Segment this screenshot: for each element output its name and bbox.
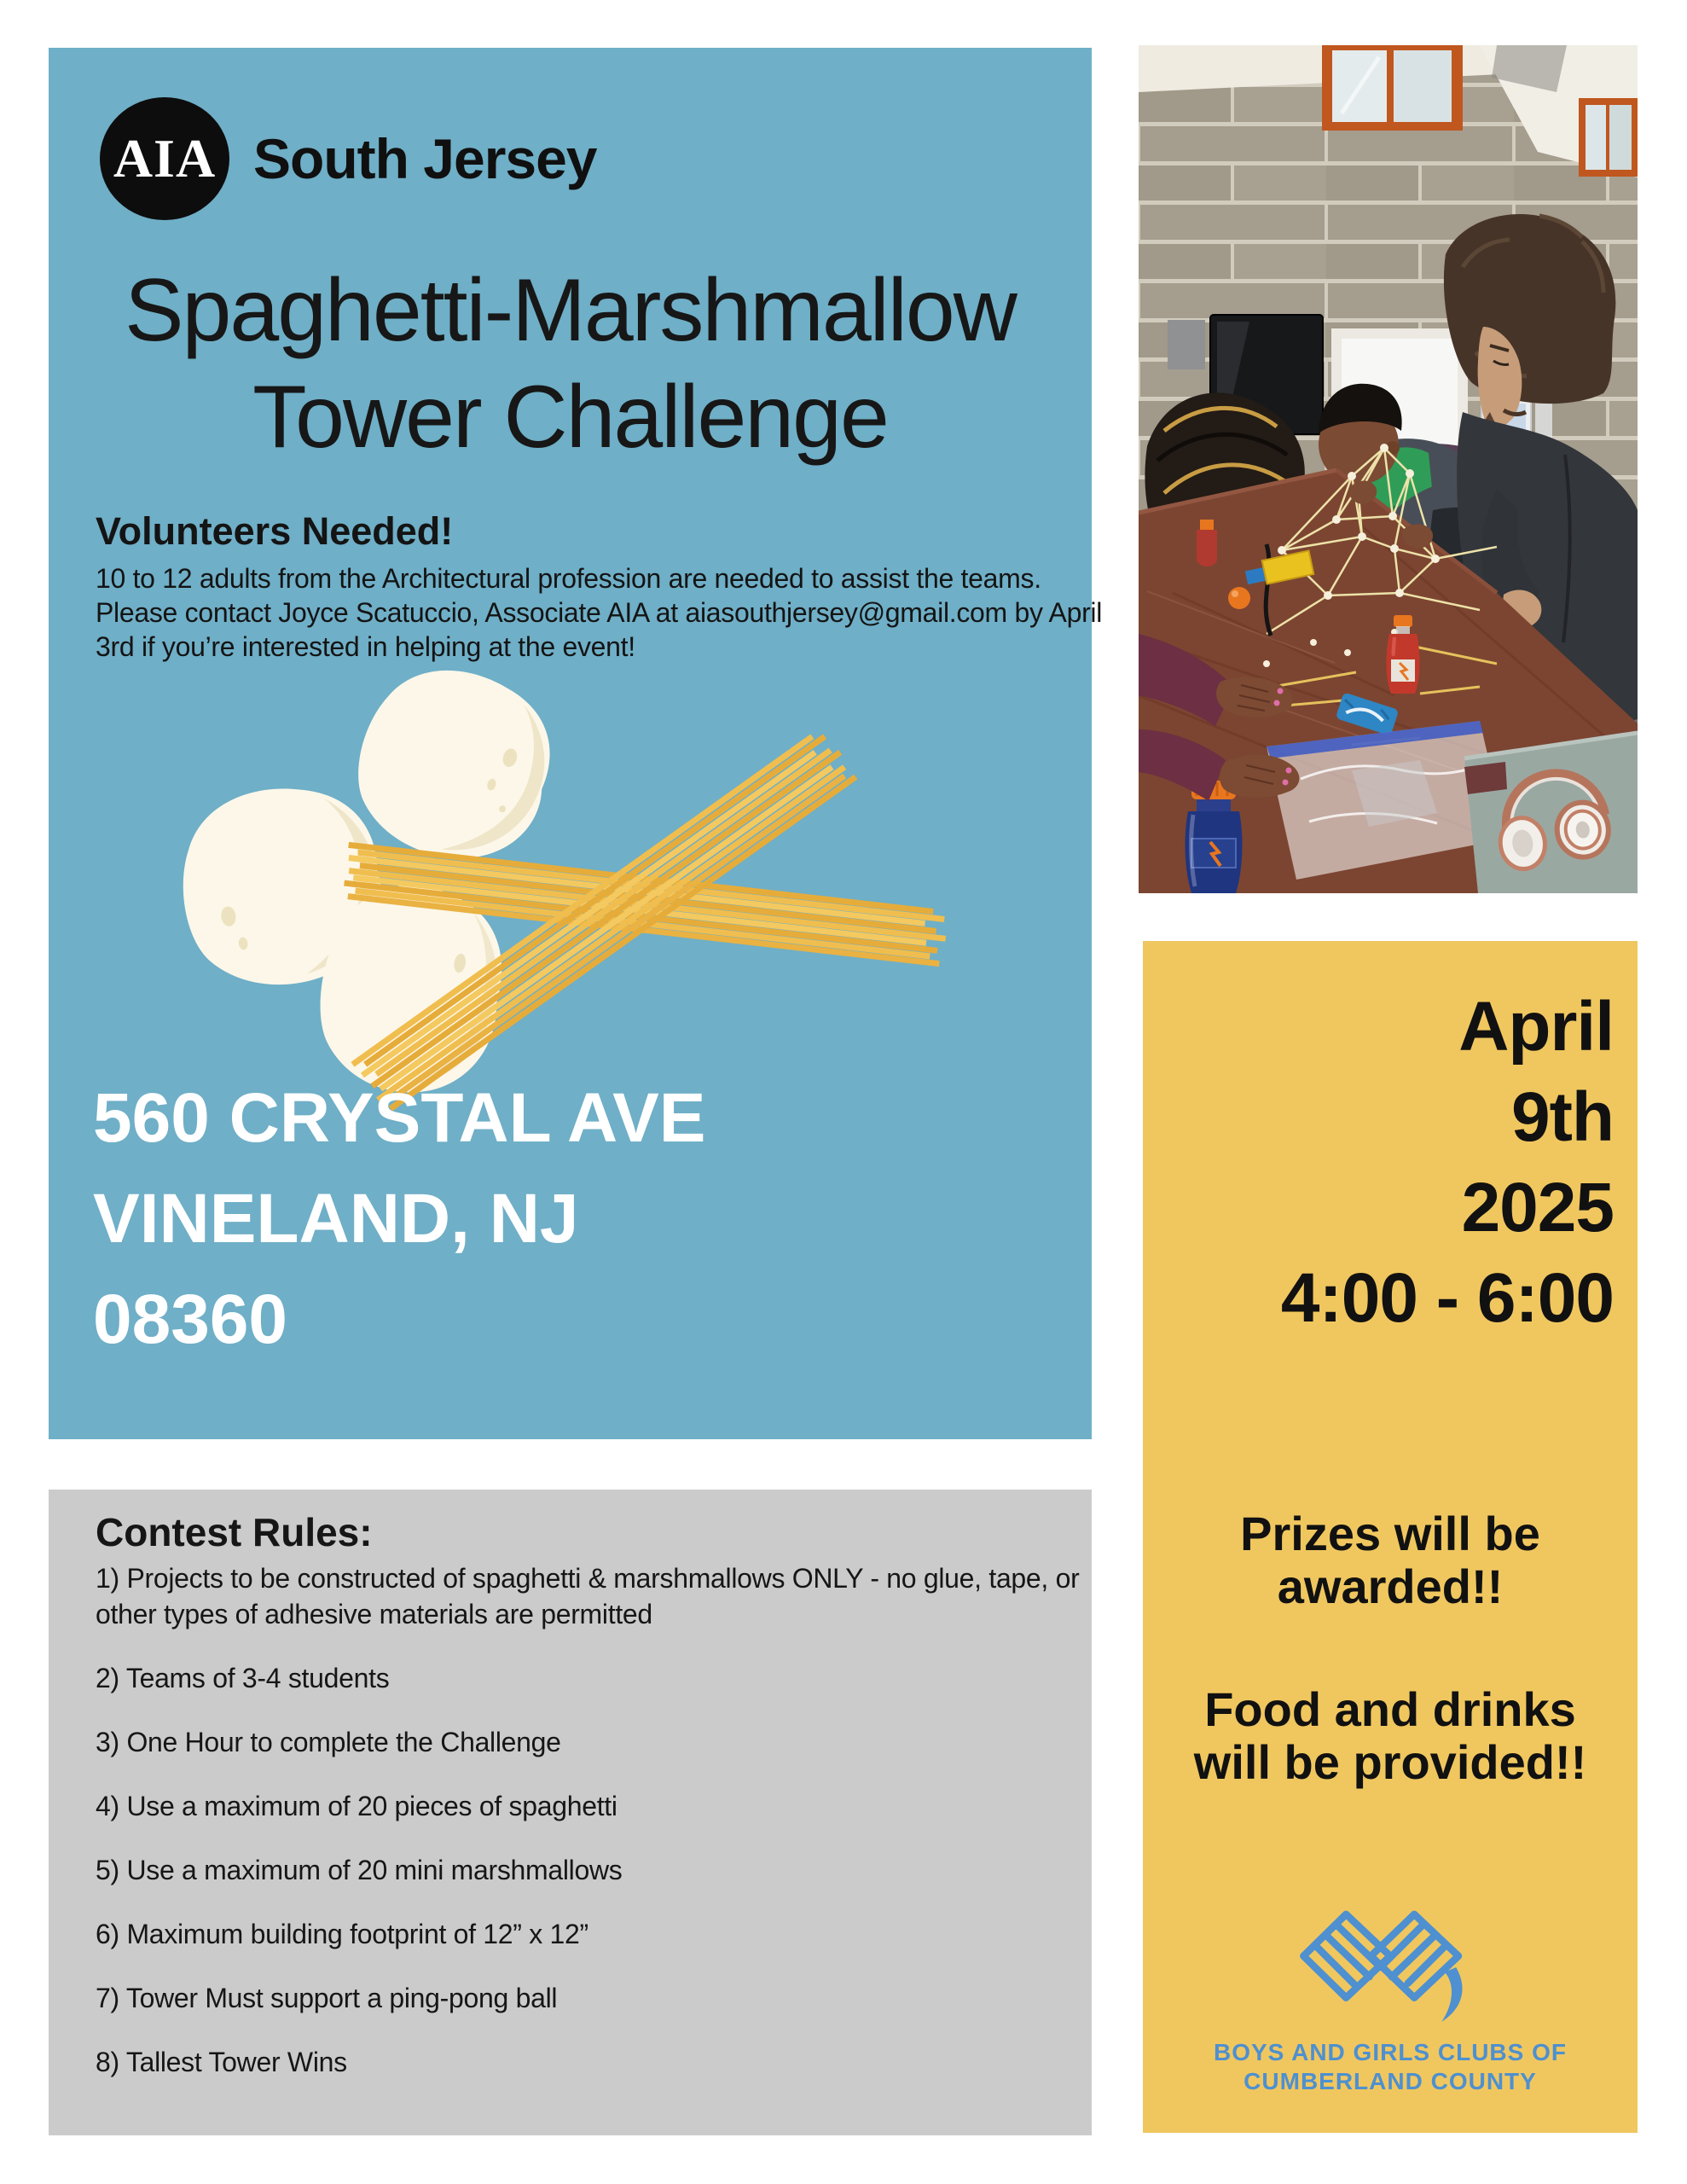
bgc-logo-block [1143,1898,1638,2096]
rule-item: 7) Tower Must support a ping-pong ball [96,1983,558,2013]
blue-bottle [1186,781,1243,893]
volunteers-heading: Volunteers Needed! [96,509,454,553]
main-panel [49,48,1103,1439]
rule-item: 1) Projects to be constructed of spaghetti & marshmallows ONLY - no glue, tape, or other types of adhesive materials are permitted [96,1563,1080,1629]
rule-item: 5) Use a maximum of 20 mini marshmallows [96,1855,623,1885]
volunteers-text-line: Please contact Joyce Scatuccio, Associate AIA at aiasouthjersey@gmail.com by April [96,597,1103,628]
event-date [1281,982,1614,1344]
event-day: 9th [1511,1078,1614,1156]
address-street: 560 CRYSTAL AVE [93,1079,706,1157]
food-line-1: Food and drinks [1204,1682,1576,1736]
title-line-2: Tower Challenge [252,368,888,467]
prizes-line-2: awarded!! [1277,1560,1504,1613]
rules-heading: Contest Rules: [96,1510,373,1554]
prizes-announcement [1143,1507,1638,1613]
bgc-name-line-2: CUMBERLAND COUNTY [1244,2068,1537,2094]
rule-item: 3) One Hour to complete the Challenge [96,1727,561,1757]
rule-item: 6) Maximum building footprint of 12” x 12” [96,1919,588,1949]
contest-rules-panel [49,1490,1092,2135]
chapter-name: South Jersey [253,127,597,190]
rule-item: 8) Tallest Tower Wins [96,2047,347,2077]
address-zip: 08360 [93,1281,288,1358]
event-address [93,1068,705,1370]
event-info-panel [1143,941,1638,2133]
aia-logo [100,97,229,220]
photo-illustration [1139,45,1638,893]
title-line-1: Spaghetti-Marshmallow [125,261,1016,360]
aia-logo-monogram: AIA [113,128,217,189]
volunteers-section [96,508,1103,664]
food-announcement [1143,1683,1638,1789]
address-city: VINELAND, NJ [93,1180,579,1258]
event-photo [1139,45,1638,893]
event-time: 4:00 - 6:00 [1280,1259,1614,1337]
food-line-2: will be provided!! [1193,1735,1587,1789]
event-month: April [1458,988,1614,1066]
bgc-name-line-1: BOYS AND GIRLS CLUBS OF [1214,2039,1567,2065]
flyer-title [49,258,1092,471]
volunteers-text-line: 10 to 12 adults from the Architectural profession are needed to assist the teams. [96,563,1041,594]
event-year: 2025 [1461,1169,1614,1246]
rule-item: 4) Use a maximum of 20 pieces of spaghetti [96,1791,617,1821]
rule-item: 2) Teams of 3-4 students [96,1663,390,1693]
prizes-line-1: Prizes will be [1240,1507,1540,1560]
volunteers-text-line: 3rd if you’re interested in helping at the event! [96,631,635,662]
boys-girls-clubs-icon [1284,1898,1497,2035]
